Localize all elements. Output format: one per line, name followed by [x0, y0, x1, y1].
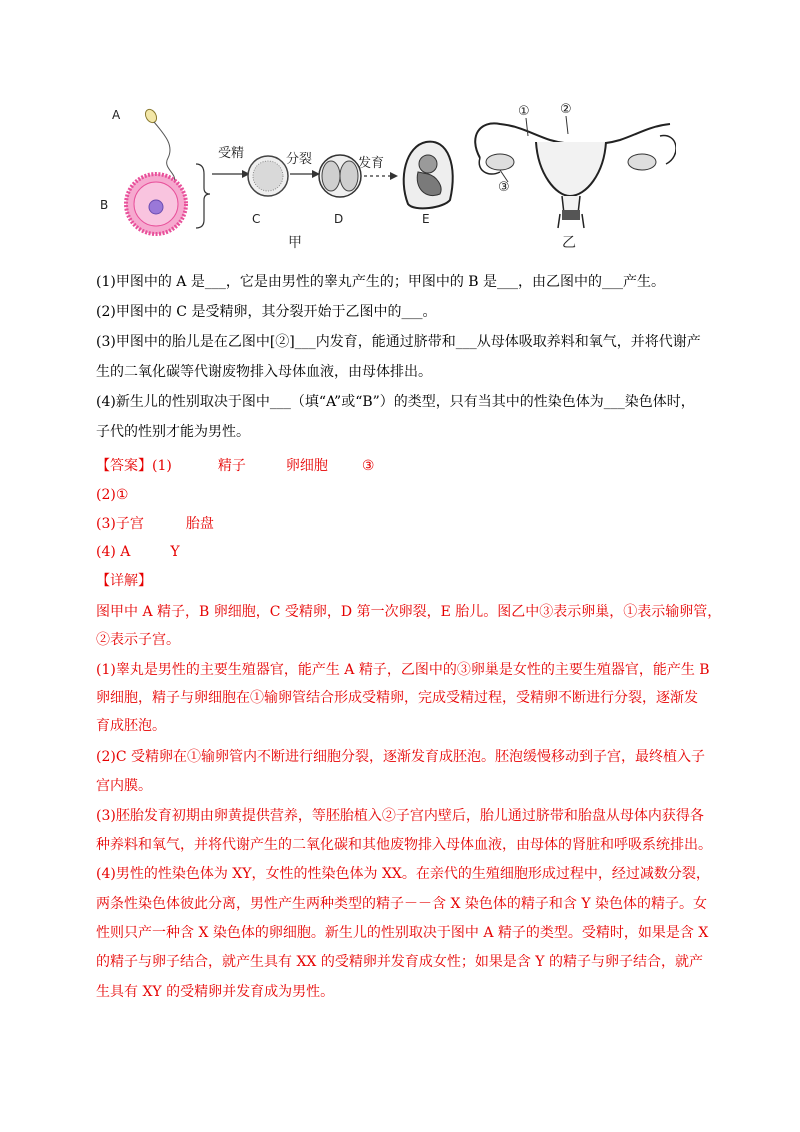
- arrow-label-develop: 发育: [358, 156, 385, 171]
- reproduction-figure: [96, 96, 676, 256]
- marker-1: ①: [518, 104, 530, 119]
- question-block: [96, 272, 716, 452]
- label-a: A: [112, 108, 121, 122]
- answer-q1-a2: 卵细胞: [285, 458, 328, 474]
- detail-line: 育成胚泡。: [96, 718, 166, 734]
- answer-q3-a1: (3)子宫: [96, 516, 144, 532]
- caption-yi: 乙: [562, 235, 576, 251]
- label-c: C: [252, 212, 261, 226]
- arrow-label-divide: 分裂: [286, 152, 313, 167]
- detail-line: (1)睾丸是男性的主要生殖器官，能产生 A 精子，乙图中的③卵巢是女性的主要生殖器官，能产生 B: [96, 662, 710, 678]
- answer-q1-a3: ③: [361, 458, 375, 474]
- arrow-label-fertilize: 受精: [218, 146, 245, 161]
- question-line: (1)甲图中的 A 是___，它是由男性的睾丸产生的；甲图中的 B 是___，由乙图中的___产生。: [96, 274, 666, 290]
- zygote-illustration: [248, 156, 288, 196]
- answer-q4-a1: (4) A: [96, 544, 131, 560]
- egg-cell-illustration: [126, 174, 186, 234]
- answer-q2: (2)①: [96, 487, 129, 503]
- detail-line: 种养料和氧气，并将代谢产生的二氧化碳和其他废物排入母体血液，由母体的肾脏和呼吸系统排出。: [96, 837, 712, 853]
- answer-line-3: [96, 514, 214, 534]
- brace: [196, 164, 210, 228]
- detail-line: ②表示子宫。: [96, 632, 180, 648]
- detail-line: 宫内膜。: [96, 778, 152, 794]
- two-cell-embryo-illustration: [319, 155, 361, 197]
- detail-heading: 【详解】: [96, 573, 152, 589]
- answer-q1-number: (1): [152, 458, 172, 474]
- detail-line: (4)男性的性染色体为 XY，女性的性染色体为 XX。在亲代的生殖细胞形成过程中，经过减数分裂，: [96, 866, 710, 882]
- answer-line-4: [96, 542, 180, 562]
- question-line: 生的二氧化碳等代谢废物排入母体血液，由母体排出。: [96, 364, 432, 380]
- label-e: E: [422, 212, 430, 226]
- detail-line: (3)胚胎发育初期由卵黄提供营养，等胚胎植入②子宫内壁后，胎儿通过脐带和胎盘从母体内获得各: [96, 808, 704, 824]
- fetus-illustration: [404, 142, 453, 209]
- detail-line: 性则只产一种含 X 染色体的卵细胞。新生儿的性别取决于图中 A 精子的类型。受精时，如果是含 X: [96, 925, 709, 941]
- sperm-illustration: [143, 107, 174, 182]
- detail-block: [96, 571, 722, 1031]
- answer-q1-a1: 精子: [217, 458, 246, 474]
- question-line: (3)甲图中的胎儿是在乙图中[②]___内发育，能通过脐带和___从母体吸取养料和氧气，并将代谢产: [96, 334, 701, 350]
- detail-line: 生具有 XY 的受精卵并发育成为男性。: [96, 984, 335, 1000]
- detail-line: 卵细胞，精子与卵细胞在①输卵管结合形成受精卵，完成受精过程，受精卵不断进行分裂，逐渐发: [96, 690, 698, 706]
- question-line: (2)甲图中的 C 是受精卵，其分裂开始于乙图中的___。: [96, 304, 437, 320]
- question-line: 子代的性别才能为男性。: [96, 424, 250, 440]
- detail-line: 两条性染色体彼此分离，男性产生两种类型的精子－－含 X 染色体的精子和含 Y 染色体的精子。女: [96, 896, 708, 912]
- answer-q3-a2: 胎盘: [185, 516, 214, 532]
- marker-2: ②: [560, 102, 572, 117]
- answer-block: [96, 456, 716, 566]
- figure-drawing: [96, 96, 676, 256]
- answer-line-1: [96, 456, 374, 476]
- detail-line: 图甲中 A 精子，B 卵细胞，C 受精卵，D 第一次卵裂，E 胎儿。图乙中③表示卵巢，①表示输卵管，: [96, 604, 722, 620]
- answer-q4-a2: Y: [170, 544, 180, 560]
- detail-line: 的精子与卵子结合，就产生具有 XX 的受精卵并发育成女性；如果是含 Y 的精子与卵子结合，就产: [96, 954, 703, 970]
- caption-jia: 甲: [288, 235, 302, 251]
- label-b: B: [100, 198, 109, 212]
- marker-3: ③: [498, 180, 510, 195]
- question-line: (4)新生儿的性别取决于图中___（填“A”或“B”）的类型，只有当其中的性染色体为___染色体时，: [96, 394, 695, 410]
- answer-heading: 【答案】: [96, 458, 152, 474]
- label-d: D: [334, 212, 344, 226]
- female-reproductive-system-illustration: [475, 123, 676, 228]
- detail-line: (2)C 受精卵在①输卵管内不断进行细胞分裂，逐渐发育成胚泡。胚泡缓慢移动到子宫，最终植入子: [96, 749, 705, 765]
